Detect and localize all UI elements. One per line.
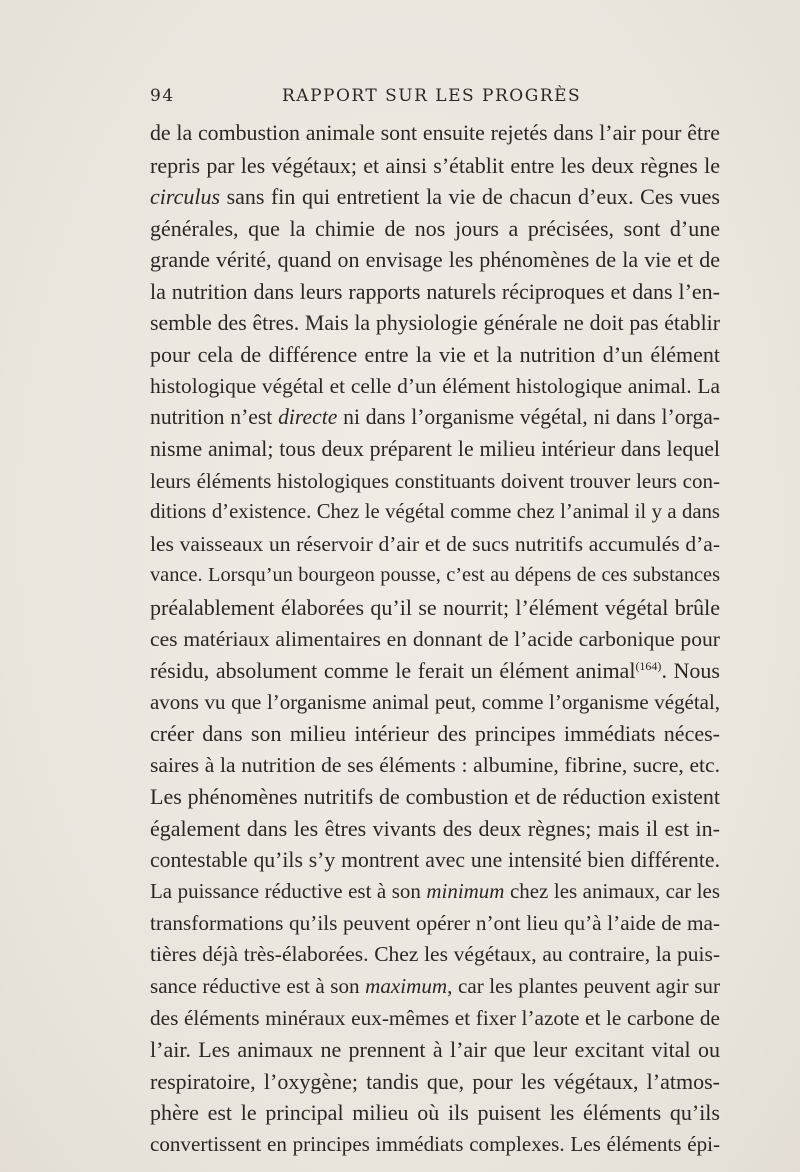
text-segment: ces matériaux alimentaires en donnant de l’acide carbonique pour xyxy=(150,626,720,651)
italic-text: maximum xyxy=(365,974,448,999)
text-segment: respiratoire, l’oxygène; tandis que, pour les végétaux, l’atmos- xyxy=(150,1068,720,1094)
text-segment: leurs éléments histologiques constituants doivent trouver leurs con- xyxy=(150,468,720,493)
text-line xyxy=(150,371,720,403)
text-line xyxy=(150,971,720,1003)
text-line xyxy=(150,529,720,561)
text-line xyxy=(150,213,720,245)
text-segment: préalablement élaborées qu’il se nourrit; l’élément végétal brûle xyxy=(150,594,720,620)
text-line xyxy=(150,181,720,213)
text-segment: la nutrition dans leurs rapports naturels réciproques et dans l’en- xyxy=(150,278,720,304)
text-segment: . Nous xyxy=(661,658,720,684)
text-line xyxy=(150,244,720,276)
text-segment: créer dans son milieu intérieur des principes immédiats néces- xyxy=(150,721,720,747)
text-segment: de la combustion animale sont ensuite rejetés dans l’air pour être xyxy=(150,121,720,145)
text-segment: , car les plantes peuvent agir sur xyxy=(447,974,720,999)
text-line xyxy=(150,434,720,466)
text-line xyxy=(150,876,720,908)
italic-text: directe xyxy=(278,405,338,430)
text-line xyxy=(150,150,720,182)
text-segment: semble des êtres. Mais la physiologie générale ne doit pas établir xyxy=(150,310,720,335)
text-line xyxy=(150,118,720,150)
text-line xyxy=(150,1129,720,1161)
text-line xyxy=(150,781,720,813)
text-line xyxy=(150,592,720,624)
text-line xyxy=(150,939,720,971)
text-segment: histologique végétal et celle d’un élément histologique animal. La xyxy=(150,373,720,398)
text-line xyxy=(150,560,720,592)
text-segment: repris par les végétaux; et ainsi s’établit entre les deux règnes le xyxy=(150,152,720,178)
text-segment: contestable qu’ils s’y montrent avec une intensité bien différente. xyxy=(150,847,720,872)
text-line xyxy=(150,845,720,877)
text-segment: vance. Lorsqu’un bourgeon pousse, c’est au dépens de ces substances xyxy=(150,564,720,587)
text-segment: ditions d’existence. Chez le végétal comme chez l’animal il y a dans xyxy=(150,501,720,524)
text-segment: nutrition n’est xyxy=(150,405,279,430)
italic-text: circulus xyxy=(150,184,221,210)
text-line xyxy=(150,402,720,434)
text-segment: Les phénomènes nutritifs de combustion et de réduction existent xyxy=(150,784,720,810)
page-header xyxy=(150,86,720,110)
text-line xyxy=(150,813,720,845)
text-line xyxy=(150,687,720,719)
italic-text: minimum xyxy=(426,879,505,904)
text-segment: La puissance réductive est à son xyxy=(150,879,427,904)
text-line xyxy=(150,466,720,498)
text-line xyxy=(150,908,720,940)
text-segment: saires à la nutrition de ses éléments : albumine, fibrine, sucre, etc. xyxy=(150,752,720,777)
text-line xyxy=(150,1034,720,1066)
text-segment: chez les animaux, car les xyxy=(504,879,720,904)
text-segment: l’air. Les animaux ne prennent à l’air que leur excitant vital ou xyxy=(150,1037,720,1063)
text-line xyxy=(150,308,720,340)
text-segment: convertissent en principes immédiats complexes. Les éléments épi- xyxy=(150,1132,720,1156)
text-segment: avons vu que l’organisme animal peut, comme l’organisme végétal, xyxy=(150,689,720,714)
text-segment: nisme animal; tous deux préparent le milieu intérieur dans lequel xyxy=(150,436,720,461)
text-segment: générales, que la chimie de nos jours a précisées, sont d’une xyxy=(150,215,720,241)
text-segment: résidu, absolument comme le ferait un élément animal xyxy=(150,658,636,684)
text-segment: les vaisseaux un réservoir d’air et de sucs nutritifs accumulés d’a- xyxy=(150,531,720,556)
running-title: RAPPORT SUR LES PROGRÈS xyxy=(282,86,582,106)
text-segment: pour cela de différence entre la vie et la nutrition d’un élément xyxy=(150,342,720,368)
text-line xyxy=(150,624,720,656)
text-segment: tières déjà très-élaborées. Chez les végétaux, au contraire, la puis- xyxy=(150,942,720,967)
text-segment: sans fin qui entretient la vie de chacun d’eux. Ces vues xyxy=(220,184,720,210)
text-segment: phère est le principal milieu où ils puisent les éléments qu’ils xyxy=(150,1100,720,1126)
text-line xyxy=(150,718,720,750)
text-line xyxy=(150,1066,720,1098)
text-line xyxy=(150,339,720,371)
text-segment: ni dans l’organisme végétal, ni dans l’orga- xyxy=(337,405,720,430)
page-number: 94 xyxy=(150,86,175,106)
footnote-reference: (164) xyxy=(635,659,662,674)
text-segment: transformations qu’ils peuvent opérer n’ont lieu qu’à l’aide de ma- xyxy=(150,910,720,935)
text-line xyxy=(150,655,720,687)
text-line xyxy=(150,276,720,308)
text-segment: sance réductive est à son xyxy=(150,974,366,999)
text-line xyxy=(150,1003,720,1035)
text-segment: grande vérité, quand on envisage les phénomènes de la vie et de xyxy=(150,247,720,273)
text-line xyxy=(150,497,720,529)
text-line xyxy=(150,1097,720,1129)
text-segment: également dans les êtres vivants des deux règnes; mais il est in- xyxy=(150,816,720,842)
text-line xyxy=(150,750,720,782)
body-text xyxy=(150,118,720,1161)
text-segment: des éléments minéraux eux-mêmes et fixer l’azote et le carbone de xyxy=(150,1005,720,1030)
